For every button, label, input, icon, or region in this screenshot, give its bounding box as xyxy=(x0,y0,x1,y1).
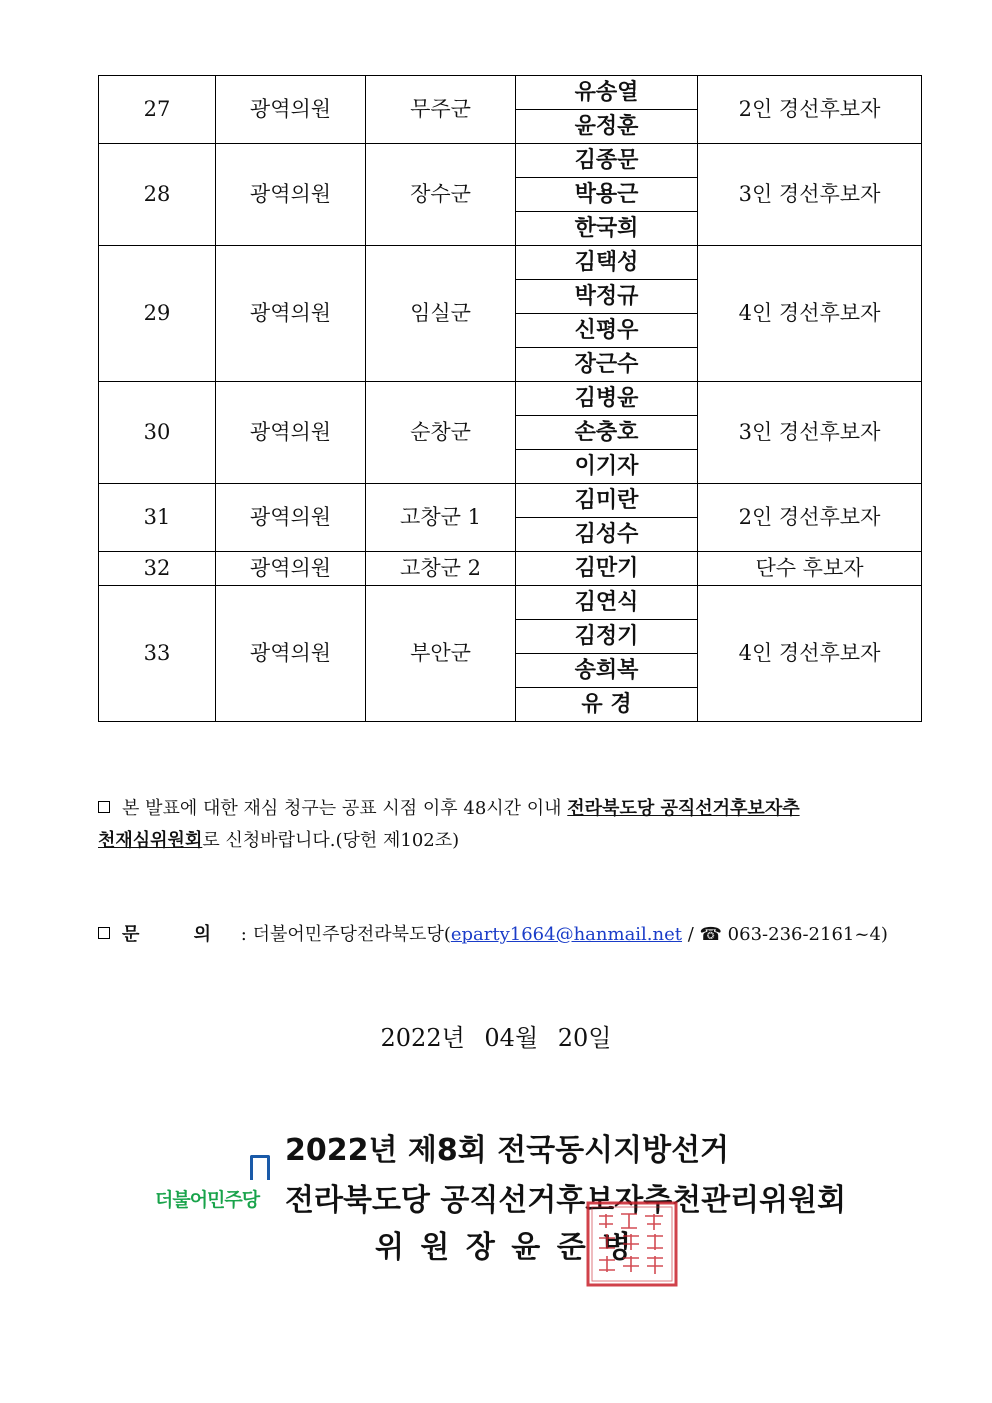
announcement-date: 2022년 04월 20일 xyxy=(380,1024,612,1052)
candidate-name: 윤정훈 xyxy=(516,110,698,144)
chairman-name: 위 원 장 윤 준 병 xyxy=(375,1230,632,1265)
logo-mark-icon xyxy=(250,1155,270,1180)
election-type: 광역의원 xyxy=(216,586,366,722)
result-status: 3인 경선후보자 xyxy=(698,144,922,246)
contact-label: 문 의 xyxy=(122,924,236,945)
official-seal xyxy=(585,1200,679,1288)
candidate-name: 신평우 xyxy=(516,314,698,348)
row-number: 28 xyxy=(99,144,216,246)
table-row xyxy=(99,382,922,416)
row-number: 27 xyxy=(99,76,216,144)
election-type: 광역의원 xyxy=(216,484,366,552)
result-status: 4인 경선후보자 xyxy=(698,586,922,722)
notice-line-2: 천재심위원회로 신청바랍니다.(당헌 제102조) xyxy=(98,830,460,851)
election-type: 광역의원 xyxy=(216,382,366,484)
notice-line-1: 본 발표에 대한 재심 청구는 공표 시점 이후 48시간 이내 전라북도당 공직선거후보자추 xyxy=(98,790,928,827)
row-number: 32 xyxy=(99,552,216,586)
election-type: 광역의원 xyxy=(216,76,366,144)
candidate-name: 유 경 xyxy=(516,688,698,722)
district-name: 무주군 xyxy=(366,76,516,144)
table-row xyxy=(99,586,922,620)
district-name: 장수군 xyxy=(366,144,516,246)
committee-name-underlined-cont: 천재심위원회 xyxy=(98,830,203,851)
result-status: 2인 경선후보자 xyxy=(698,76,922,144)
candidate-name: 박용근 xyxy=(516,178,698,212)
candidate-name: 김만기 xyxy=(516,552,698,586)
checkbox-bullet-icon xyxy=(98,801,110,813)
candidate-name: 이기자 xyxy=(516,450,698,484)
candidate-name: 유송열 xyxy=(516,76,698,110)
candidate-table xyxy=(98,75,922,722)
candidate-name: 한국희 xyxy=(516,212,698,246)
row-number: 29 xyxy=(99,246,216,382)
district-name: 순창군 xyxy=(366,382,516,484)
party-logo xyxy=(155,1155,270,1215)
table-row xyxy=(99,76,922,110)
district-name: 임실군 xyxy=(366,246,516,382)
candidate-name: 손충호 xyxy=(516,416,698,450)
result-status: 3인 경선후보자 xyxy=(698,382,922,484)
result-status: 2인 경선후보자 xyxy=(698,484,922,552)
phone-icon: ☎ xyxy=(699,924,722,945)
election-type: 광역의원 xyxy=(216,552,366,586)
table-row xyxy=(99,144,922,178)
candidate-name: 김성수 xyxy=(516,518,698,552)
checkbox-bullet-icon xyxy=(98,927,110,939)
result-status: 단수 후보자 xyxy=(698,552,922,586)
candidate-name: 김종문 xyxy=(516,144,698,178)
committee-name-underlined: 전라북도당 공직선거후보자추 xyxy=(567,798,800,819)
candidate-name: 김택성 xyxy=(516,246,698,280)
committee-title: 전라북도당 공직선거후보자추천관리위원회 xyxy=(285,1183,847,1218)
candidate-name: 장근수 xyxy=(516,348,698,382)
row-number: 30 xyxy=(99,382,216,484)
result-status: 4인 경선후보자 xyxy=(698,246,922,382)
row-number: 33 xyxy=(99,586,216,722)
candidate-name: 김미란 xyxy=(516,484,698,518)
table-row xyxy=(99,552,922,586)
district-name: 부안군 xyxy=(366,586,516,722)
candidate-name: 김정기 xyxy=(516,620,698,654)
contact-line: 문 의 : 더불어민주당전라북도당(eparty1664@hanmail.net / ☎ 063-236-2161~4) xyxy=(98,920,888,946)
email-link[interactable]: eparty1664@hanmail.net xyxy=(450,924,683,945)
candidate-name: 김병윤 xyxy=(516,382,698,416)
election-title: 2022년 제8회 전국동시지방선거 xyxy=(285,1133,730,1168)
table-row xyxy=(99,484,922,518)
phone-number: 063-236-2161~4) xyxy=(721,924,888,945)
candidate-name: 송희복 xyxy=(516,654,698,688)
election-type: 광역의원 xyxy=(216,144,366,246)
candidate-name: 박정규 xyxy=(516,280,698,314)
table-row xyxy=(99,246,922,280)
logo-text: 더불어민주당 xyxy=(155,1189,260,1211)
district-name: 고창군 2 xyxy=(366,552,516,586)
row-number: 31 xyxy=(99,484,216,552)
district-name: 고창군 1 xyxy=(366,484,516,552)
candidate-name: 김연식 xyxy=(516,586,698,620)
election-type: 광역의원 xyxy=(216,246,366,382)
